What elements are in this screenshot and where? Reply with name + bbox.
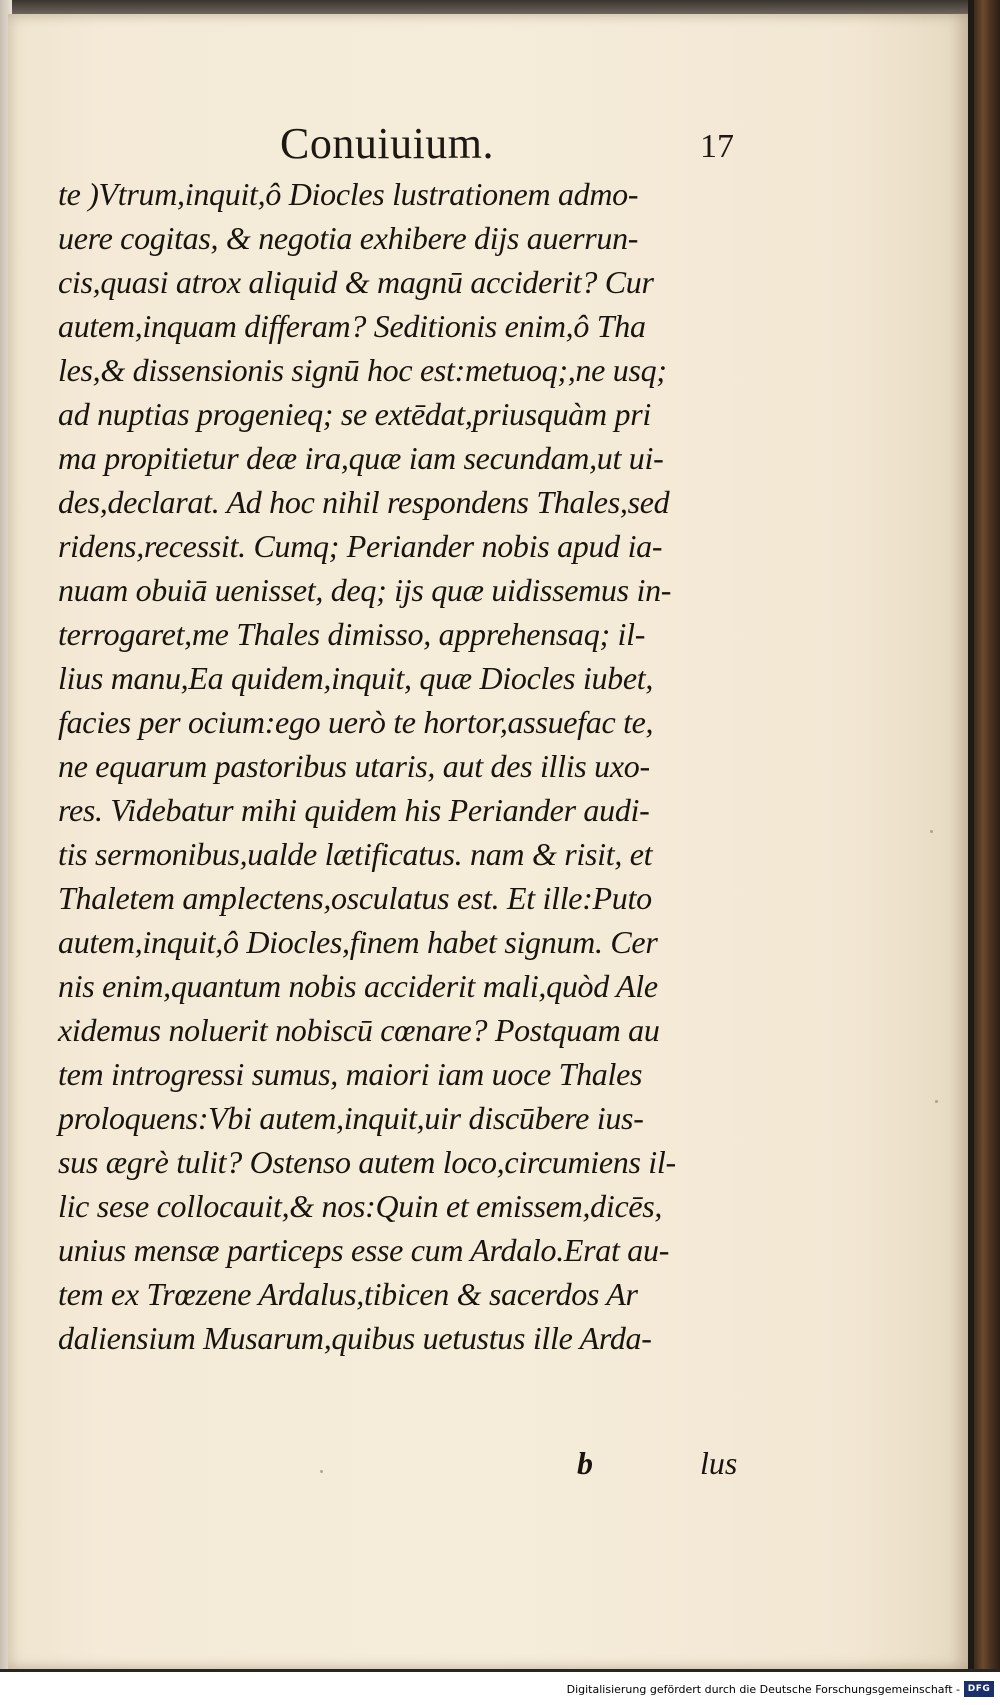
paper-speck — [320, 1470, 323, 1473]
paper-speck — [935, 1100, 938, 1103]
paper-speck — [930, 830, 933, 833]
text-line: autem,inquam differam? Seditionis enim,ô Tha — [58, 308, 646, 344]
text-line: xidemus noluerit nobiscū cœnare? Postquam au — [58, 1012, 660, 1048]
text-line: des,declarat. Ad hoc nihil respondens Thales,sed — [58, 484, 670, 520]
text-line: unius mensæ particeps esse cum Ardalo.Erat au- — [58, 1232, 670, 1268]
dfg-logo: DFG — [964, 1681, 994, 1697]
text-line: sus ægrè tulit? Ostenso autem loco,circumiens il- — [58, 1144, 676, 1180]
text-line: lic sese collocauit,& nos:Quin et emissem,dicēs, — [58, 1188, 663, 1224]
text-line: res. Videbatur mihi quidem his Periander audi- — [58, 792, 650, 828]
text-line: terrogaret,me Thales dimisso, apprehensaq; il- — [58, 616, 646, 652]
text-line: facies per ocium:ego uerò te hortor,assuefac te, — [58, 704, 654, 740]
text-line: tem ex Trœzene Ardalus,tibicen & sacerdos Ar — [58, 1276, 638, 1312]
text-line: ne equarum pastoribus utaris, aut des illis uxo- — [58, 748, 650, 784]
scan-top-edge — [0, 0, 1000, 14]
text-line: tis sermonibus,ualde lætificatus. nam & risit, et — [58, 836, 653, 872]
text-line: ma propitietur deæ ira,quæ iam secundam,ut ui- — [58, 440, 664, 476]
text-line: te )Vtrum,inquit,ô Diocles lustrationem admo- — [58, 176, 639, 212]
text-line: uere cogitas, & negotia exhibere dijs auerrun- — [58, 220, 639, 256]
funding-credit: Digitalisierung gefördert durch die Deutsche Forschungsgemeinschaft - — [566, 1683, 960, 1696]
text-line: ridens,recessit. Cumq; Periander nobis apud ia- — [58, 528, 663, 564]
book-binding — [974, 0, 1000, 1672]
text-line: les,& dissensionis signū hoc est:metuoq;,ne usq; — [58, 352, 667, 388]
text-line: cis,quasi atrox aliquid & magnū acciderit? Cur — [58, 264, 654, 300]
signature-mark: b — [577, 1445, 593, 1481]
text-line: tem introgressi sumus, maiori iam uoce Thales — [58, 1056, 643, 1092]
text-line: Thaletem amplectens,osculatus est. Et ille:Puto — [58, 880, 652, 916]
text-line: daliensium Musarum,quibus uetustus ille Arda- — [58, 1320, 652, 1356]
text-line: nis enim,quantum nobis acciderit mali,quòd Ale — [58, 968, 658, 1004]
catchword: lus — [700, 1445, 738, 1481]
text-line: ad nuptias progenieq; se extēdat,priusquàm pri — [58, 396, 651, 432]
running-head: Conuiuium. — [280, 119, 495, 168]
body-text — [58, 172, 758, 1360]
page-number: 17 — [700, 128, 734, 165]
text-line: lius manu,Ea quidem,inquit, quæ Diocles iubet, — [58, 660, 654, 696]
text-line: nuam obuiā uenisset, deq; ijs quæ uidissemus in- — [58, 572, 672, 608]
text-line: autem,inquit,ô Diocles,finem habet signum. Cer — [58, 924, 658, 960]
text-line: proloquens:Vbi autem,inquit,uir discūbere ius- — [58, 1100, 644, 1136]
